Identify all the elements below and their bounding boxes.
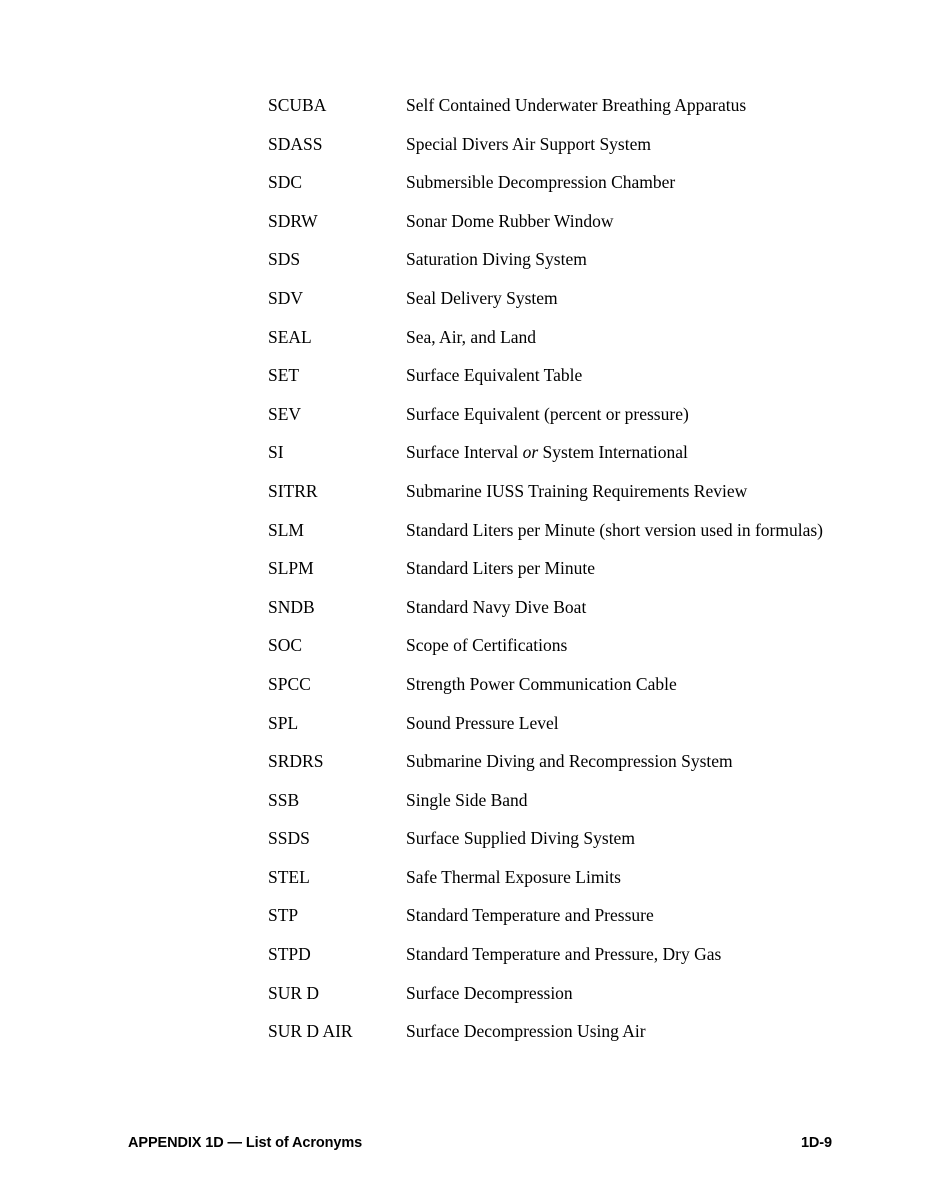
acronym-row	[268, 636, 868, 675]
acronym-definition: Surface Equivalent (percent or pressure)	[406, 403, 689, 424]
acronym-definition: Standard Liters per Minute	[406, 558, 596, 579]
acronym-row	[268, 405, 868, 444]
acronym-term: SEAL	[268, 326, 312, 347]
acronym-row	[268, 212, 868, 251]
acronym-definition: Sonar Dome Rubber Window	[406, 210, 614, 231]
acronym-term: SET	[268, 365, 300, 386]
acronym-row	[268, 791, 868, 830]
acronym-term: SPCC	[268, 673, 311, 694]
acronym-row	[268, 250, 868, 289]
acronym-row	[268, 984, 868, 1023]
footer-page-number: 1D-9	[800, 1135, 832, 1151]
acronym-definition: Special Divers Air Support System	[406, 133, 651, 154]
acronym-row	[268, 289, 868, 328]
acronym-term: SDV	[268, 287, 304, 308]
acronym-definition: Surface Decompression Using Air	[406, 1021, 646, 1042]
acronym-term: SDS	[268, 249, 301, 270]
acronym-term: SOC	[268, 635, 303, 656]
acronym-term: SSDS	[268, 828, 310, 849]
acronym-term: STP	[268, 905, 299, 926]
acronym-definition: Scope of Certifications	[406, 635, 568, 656]
acronym-term: SITRR	[268, 480, 318, 501]
acronym-row	[268, 173, 868, 212]
acronym-list	[268, 96, 868, 1061]
acronym-row	[268, 521, 868, 560]
acronym-definition: Surface Decompression	[406, 982, 573, 1003]
acronym-definition: Strength Power Communication Cable	[406, 673, 677, 694]
acronym-row	[268, 714, 868, 753]
acronym-row	[268, 135, 868, 174]
acronym-row	[268, 482, 868, 521]
acronym-row	[268, 906, 868, 945]
acronym-term: STPD	[268, 944, 311, 965]
acronym-term: SUR D AIR	[268, 1021, 353, 1042]
acronym-definition: Submarine Diving and Recompression System	[406, 751, 733, 772]
acronym-row	[268, 366, 868, 405]
acronym-definition: Standard Navy Dive Boat	[406, 596, 587, 617]
acronym-definition: Self Contained Underwater Breathing Apparatus	[406, 95, 747, 115]
acronym-definition: Standard Temperature and Pressure, Dry Gas	[406, 944, 722, 965]
acronym-definition: Standard Liters per Minute (short version used in formulas)	[406, 519, 823, 540]
acronym-term: SDC	[268, 172, 303, 193]
acronym-row	[268, 945, 868, 984]
acronym-term: SEV	[268, 403, 302, 424]
acronym-definition: Single Side Band	[406, 789, 528, 810]
acronym-term: SDASS	[268, 133, 323, 154]
acronym-definition: Sound Pressure Level	[406, 712, 559, 733]
acronym-term: SRDRS	[268, 751, 324, 772]
acronym-definition: Sea, Air, and Land	[406, 326, 537, 347]
acronym-definition: Surface Supplied Diving System	[406, 828, 635, 849]
acronym-row	[268, 1022, 868, 1061]
acronym-definition: Surface Equivalent Table	[406, 365, 583, 386]
acronym-definition: Seal Delivery System	[406, 287, 558, 308]
footer-appendix-label: APPENDIX 1D — List of Acronyms	[128, 1135, 363, 1151]
acronym-row	[268, 868, 868, 907]
acronym-term: SSB	[268, 789, 300, 810]
acronym-row	[268, 443, 868, 482]
acronym-term: SNDB	[268, 596, 315, 617]
acronym-row	[268, 829, 868, 868]
acronym-row	[268, 328, 868, 367]
page-footer	[128, 1135, 832, 1151]
acronym-term: SLPM	[268, 558, 314, 579]
acronym-definition: Submersible Decompression Chamber	[406, 172, 676, 193]
acronym-row	[268, 96, 868, 135]
acronym-term: SPL	[268, 712, 299, 733]
acronym-definition: Saturation Diving System	[406, 249, 587, 270]
acronym-row	[268, 675, 868, 714]
acronym-row	[268, 752, 868, 791]
acronym-term: SI	[268, 442, 284, 463]
emphasis-text: or	[522, 442, 539, 463]
acronym-definition: Standard Temperature and Pressure	[406, 905, 654, 926]
acronym-definition: Safe Thermal Exposure Limits	[406, 866, 621, 887]
acronym-term: SLM	[268, 519, 304, 540]
acronym-row	[268, 559, 868, 598]
acronym-row	[268, 598, 868, 637]
acronym-term: STEL	[268, 866, 310, 887]
acronym-definition: Surface Interval or System International	[406, 442, 688, 463]
acronym-term: SCUBA	[268, 95, 327, 115]
acronym-definition: Submarine IUSS Training Requirements Review	[406, 480, 748, 501]
acronym-term: SUR D	[268, 982, 320, 1003]
acronym-term: SDRW	[268, 210, 318, 231]
